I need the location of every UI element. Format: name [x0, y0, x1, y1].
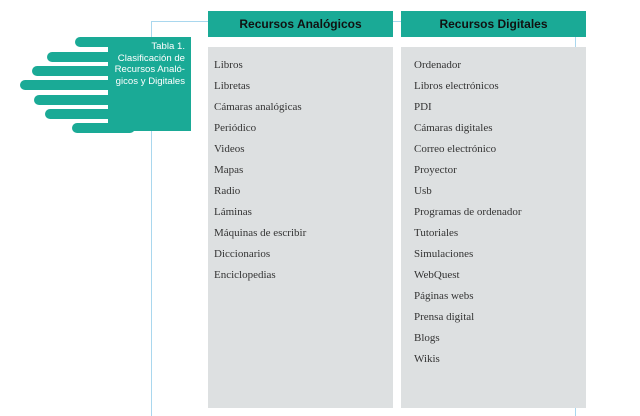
list-item: Cámaras analógicas	[214, 101, 302, 113]
list-item: Blogs	[414, 332, 440, 344]
list-item: Prensa digital	[414, 311, 475, 323]
list-item: Usb	[414, 185, 432, 197]
list-item: Enciclopedias	[214, 269, 276, 281]
list-item: Libretas	[214, 80, 251, 92]
list-item: Libros	[214, 59, 243, 71]
list-item: Radio	[214, 185, 241, 197]
list-item: Periódico	[214, 122, 257, 134]
list-item: Proyector	[414, 164, 457, 176]
list-item: Mapas	[214, 164, 244, 176]
list-item: Cámaras digitales	[414, 122, 493, 134]
caption-line: Clasificación de	[117, 52, 185, 64]
list-item: Ordenador	[414, 59, 462, 71]
list-item: Libros electrónicos	[414, 80, 499, 92]
list-item: Páginas webs	[414, 290, 474, 302]
list-item: Láminas	[214, 206, 252, 218]
list-item: Máquinas de escribir	[214, 227, 307, 239]
analog-column-header: Recursos Analógicos	[208, 11, 393, 37]
list-item: Videos	[214, 143, 245, 155]
list-item: PDI	[414, 101, 432, 113]
analog-column-list	[208, 47, 393, 408]
list-item: Simulaciones	[414, 248, 474, 260]
list-item: Correo electrónico	[414, 143, 497, 155]
caption-line: Recursos Analó-	[114, 64, 185, 76]
caption-line: gicos y Digitales	[115, 75, 185, 87]
digital-column-header: Recursos Digitales	[401, 11, 586, 37]
list-item: WebQuest	[414, 269, 460, 281]
list-item: Wikis	[414, 353, 440, 365]
table-caption	[108, 37, 191, 131]
caption-line: Tabla 1.	[151, 41, 185, 52]
list-item: Programas de ordenador	[414, 206, 522, 218]
digital-column-list	[401, 47, 586, 408]
list-item: Tutoriales	[414, 227, 459, 239]
list-item: Diccionarios	[214, 248, 271, 260]
